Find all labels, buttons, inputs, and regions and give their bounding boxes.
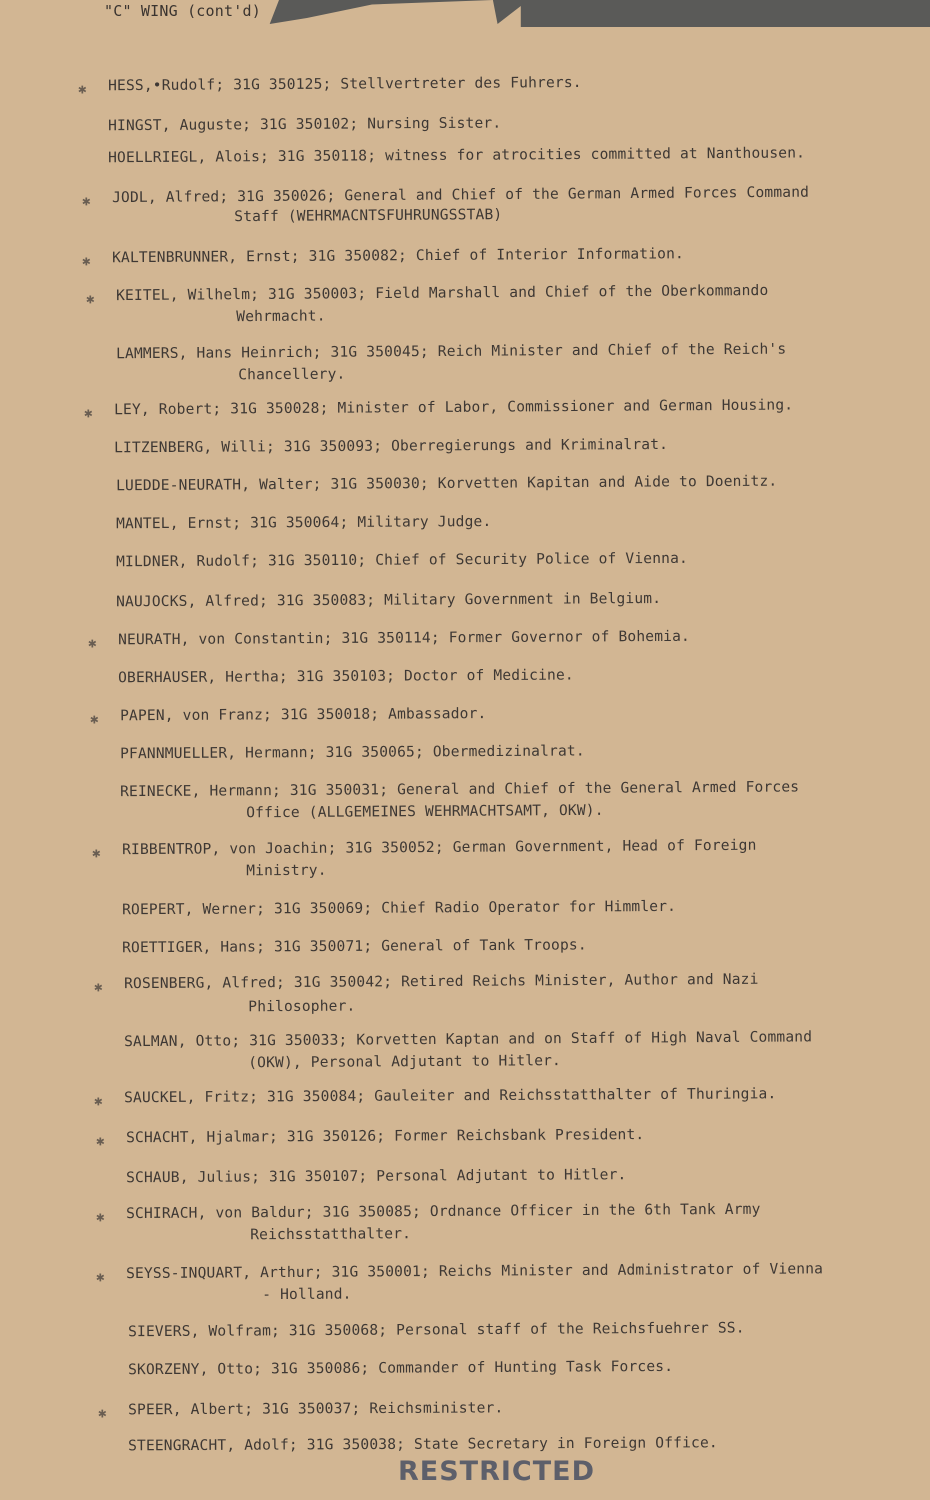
entry-line: HINGST, Auguste; 31G 350102; Nursing Sister. [107,114,502,135]
entry-line: SIEVERS, Wolfram; 31G 350068; Personal staff of the Reichsfuehrer SS. [127,1319,745,1341]
asterisk-mark: ✱ [96,1133,105,1150]
entry-line: LUEDDE-NEURATH, Walter; 31G 350030; Korvetten Kapitan and Aide to Doenitz. [115,472,778,495]
asterisk-mark: ✱ [82,253,91,270]
entry-line: RIBBENTROP, von Joachin; 31G 350052; German Government, Head of Foreign [121,836,757,859]
entry-item [0,1200,930,1256]
entry-line: SCHAUB, Julius; 31G 350107; Personal Adjutant to Hitler. [125,1166,627,1187]
asterisk-mark: ✱ [92,845,101,862]
asterisk-mark: ✱ [88,635,97,652]
entry-line: REINECKE, Hermann; 31G 350031; General and Chief of the General Armed Forces [119,778,800,801]
asterisk-mark: ✱ [78,81,87,98]
entry-line: STEENGRACHT, Adolf; 31G 350038; State Secretary in Foreign Office. [127,1434,718,1455]
entry-line: NEURATH, von Constantin; 31G 350114; Former Governor of Bohemia. [117,627,691,649]
asterisk-mark: ✱ [96,1269,105,1286]
entry-line: ROETTIGER, Hans; 31G 350071; General of Tank Troops. [121,936,587,957]
entry-item [0,778,930,834]
entry-item [0,340,930,396]
entry-line: HESS,•Rudolf; 31G 350125; Stellvertreter des Fuhrers. [107,73,582,95]
entry-continuation: (OKW), Personal Adjutant to Hitler. [248,1052,562,1072]
entry-item [0,1028,930,1084]
page-header: "C" WING (cont'd) [104,2,261,20]
entry-line: MILDNER, Rudolf; 31G 350110; Chief of Security Police of Vienna. [115,549,689,571]
entry-line: SEYSS-INQUART, Arthur; 31G 350001; Reichs Minister and Administrator of Vienna [125,1260,824,1283]
asterisk-mark: ✱ [84,405,93,422]
entry-line: SPEER, Albert; 31G 350037; Reichsminister. [127,1399,504,1419]
asterisk-mark: ✱ [98,1405,107,1422]
entry-continuation: Staff (WEHRMACNTSFUHRUNGSSTAB) [234,206,503,226]
entry-line: ROEPERT, Werner; 31G 350069; Chief Radio Operator for Himmler. [121,897,677,919]
asterisk-mark: ✱ [86,291,95,308]
entry-item [0,183,930,240]
entry-continuation: Wehrmacht. [236,307,326,326]
entry-line: PFANNMUELLER, Hermann; 31G 350065; Obermedizinalrat. [119,742,585,763]
asterisk-mark: ✱ [96,1209,105,1226]
entry-line: LEY, Robert; 31G 350028; Minister of Labor, Commissioner and German Housing. [113,396,794,419]
entry-continuation: Office (ALLGEMEINES WEHRMACHTSAMT, OKW). [246,801,604,822]
entry-line: SKORZENY, Otto; 31G 350086; Commander of Hunting Task Forces. [127,1357,674,1379]
entry-continuation: Chancellery. [238,365,346,384]
entry-line: SALMAN, Otto; 31G 350033; Korvetten Kaptan and on Staff of High Naval Command [123,1028,813,1051]
entry-line: ROSENBERG, Alfred; 31G 350042; Retired Reichs Minister, Author and Nazi [123,970,759,993]
entry-line: MANTEL, Ernst; 31G 350064; Military Judge. [115,512,492,533]
entry-item [0,970,930,1026]
entry-line: SCHACHT, Hjalmar; 31G 350126; Former Reichsbank President. [125,1126,645,1147]
entry-line: OBERHAUSER, Hertha; 31G 350103; Doctor of Medicine. [117,666,574,687]
asterisk-mark: ✱ [90,711,99,728]
entry-continuation: Ministry. [246,861,327,880]
entry-line: KALTENBRUNNER, Ernst; 31G 350082; Chief of Interior Information. [111,245,685,267]
entry-line: HOELLRIEGL, Alois; 31G 350118; witness for atrocities committed at Nanthousen. [107,144,806,167]
entry-line: PAPEN, von Franz; 31G 350018; Ambassador. [119,705,487,725]
entry-continuation: - Holland. [262,1285,352,1304]
restricted-stamp: RESTRICTED [398,1456,596,1487]
asterisk-mark: ✱ [94,1093,103,1110]
entry-line: LITZENBERG, Willi; 31G 350093; Oberregierungs and Kriminalrat. [113,435,669,457]
entry-line: JODL, Alfred; 31G 350026; General and Chief of the German Armed Forces Command [111,183,810,207]
entry-continuation: Reichsstatthalter. [250,1225,412,1244]
entry-item [0,836,930,892]
entry-continuation: Philosopher. [248,997,356,1016]
asterisk-mark: ✱ [82,193,91,210]
entry-item [0,281,930,338]
entry-line: KEITEL, Wilhelm; 31G 350003; Field Marshall and Chief of the Oberkommando [115,281,769,305]
asterisk-mark: ✱ [94,979,103,996]
entry-item [0,1260,930,1316]
entry-line: SAUCKEL, Fritz; 31G 350084; Gauleiter and Reichsstatthalter of Thuringia. [123,1085,777,1107]
entry-line: NAUJOCKS, Alfred; 31G 350083; Military Government in Belgium. [115,589,662,611]
entry-line: SCHIRACH, von Baldur; 31G 350085; Ordnance Officer in the 6th Tank Army [125,1200,761,1223]
entry-line: LAMMERS, Hans Heinrich; 31G 350045; Reich Minister and Chief of the Reich's [115,340,787,363]
